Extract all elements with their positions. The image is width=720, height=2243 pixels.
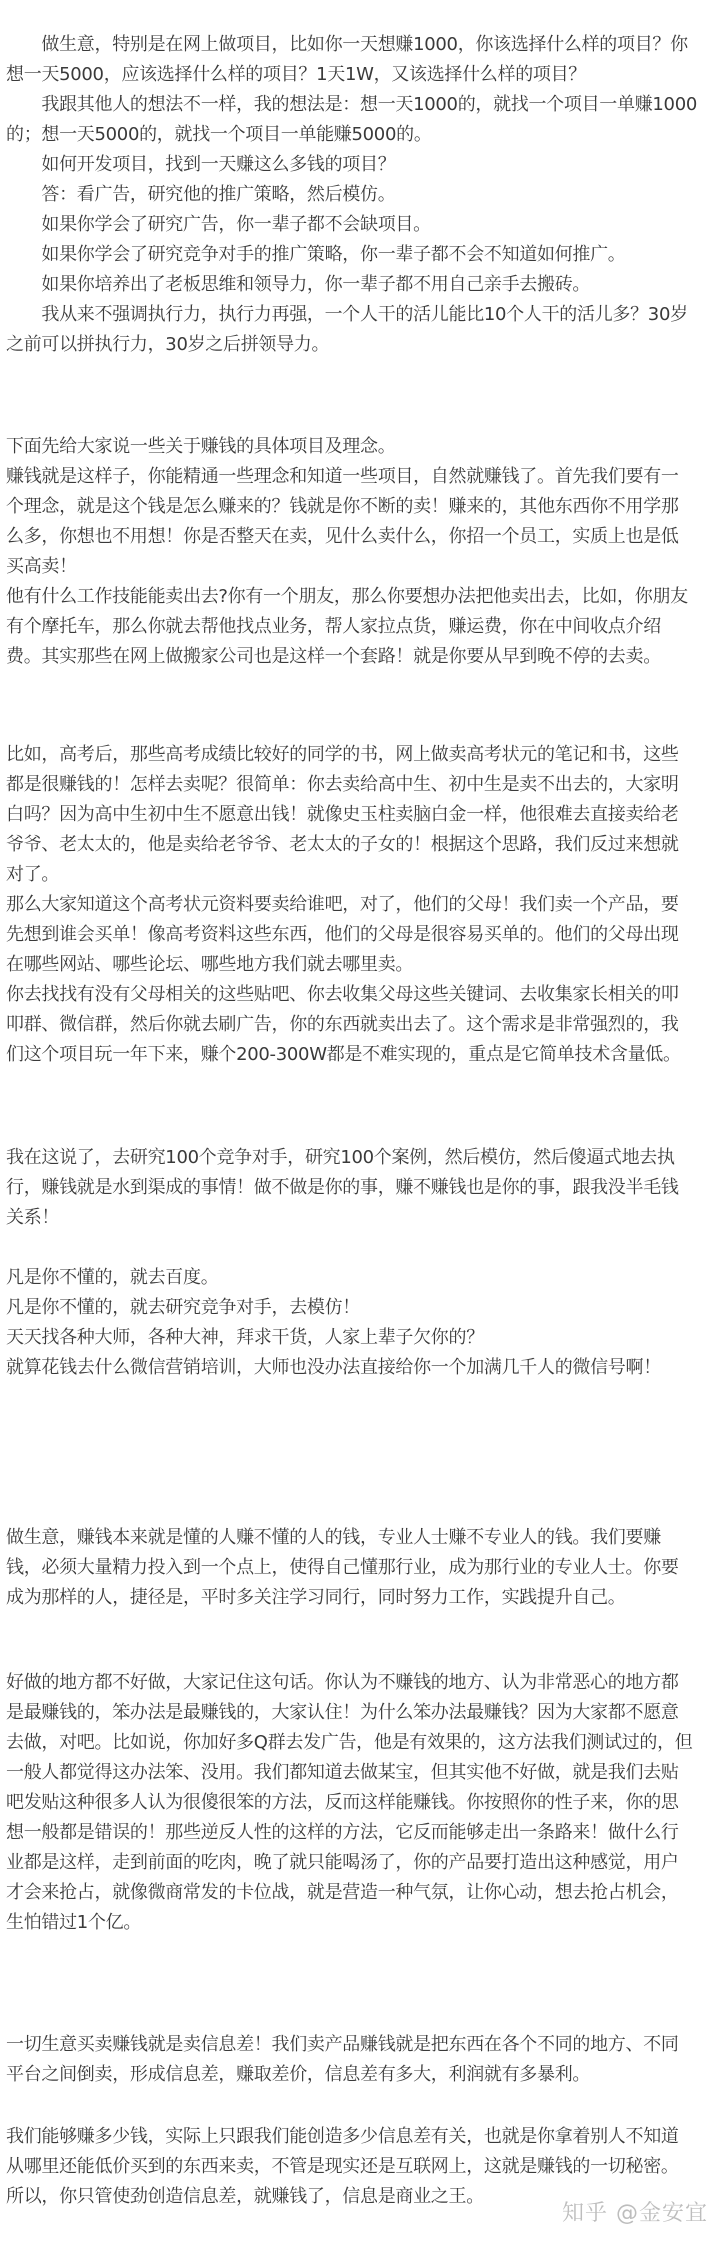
zhihu-watermark: 知乎 @金安宜 <box>562 2201 708 2226</box>
text-line: 做生意，特别是在网上做项目，比如你一天想赚1000，你该选择什么样的项目？你 <box>6 34 688 55</box>
text-line: 对了。 <box>6 864 60 885</box>
text-line: 白吗？因为高中生初中生不愿意出钱！就像史玉柱卖脑白金一样，他很难去直接卖给老 <box>6 804 679 825</box>
text-line: 天天找各种大师，各种大神，拜求干货，人家上辈子欠你的？ <box>6 1327 484 1348</box>
paragraph-block <box>6 1263 712 1383</box>
text-line: 在哪些网站、哪些论坛、哪些地方我们就去哪里卖。 <box>6 954 414 975</box>
text-line: 买高卖！ <box>6 556 77 577</box>
text-line: 我从来不强调执行力，执行力再强，一个人干的活儿能比10个人干的活儿多？30岁 <box>6 304 688 325</box>
text-line: 么多，你想也不用想！你是否整天在卖，见什么卖什么，你招一个员工，实质上也是低 <box>6 526 679 547</box>
text-line: 先想到谁会买单！像高考资料这些东西，他们的父母是很容易买单的。他们的父母出现 <box>6 924 679 945</box>
text-line: 从哪里还能低价买到的东西来卖，不管是现实还是互联网上，这就是赚钱的一切秘密。 <box>6 2156 679 2177</box>
text-line: 费。其实那些在网上做搬家公司也是这样一个套路！就是你要从早到晚不停的去卖。 <box>6 646 661 667</box>
text-line: 是最赚钱的，笨办法是最赚钱的，大家认住！为什么笨办法最赚钱？因为大家都不愿意 <box>6 1702 679 1723</box>
text-line: 我们能够赚多少钱，实际上只跟我们能创造多少信息差有关，也就是你拿着别人不知道 <box>6 2126 679 2147</box>
text-line: 都是很赚钱的！怎样去卖呢？很简单：你去卖给高中生、初中生是卖不出去的，大家明 <box>6 774 679 795</box>
text-line: 吧发贴这种很多人认为很傻很笨的方法，反而这样能赚钱。你按照你的性子来，你的思 <box>6 1792 679 1813</box>
text-line: 想一般都是错误的！那些逆反人性的这样的方法，它反而能够走出一条路来！做什么行 <box>6 1822 679 1843</box>
text-line: 如果你培养出了老板思维和领导力，你一辈子都不用自己亲手去搬砖。 <box>6 274 591 295</box>
text-line: 赚钱就是这样子，你能精通一些理念和知道一些项目，自然就赚钱了。首先我们要有一 <box>6 466 679 487</box>
text-line: 我跟其他人的想法不一样，我的想法是：想一天1000的，就找一个项目一单赚1000 <box>6 94 698 115</box>
text-line: 想一天5000，应该选择什么样的项目？1天1W，又该选择什么样的项目？ <box>6 64 587 85</box>
paragraph-block <box>6 1668 712 1938</box>
text-line: 关系！ <box>6 1207 60 1228</box>
text-line: 成为那样的人，捷径是，平时多关注学习同行，同时努力工作，实践提升自己。 <box>6 1587 626 1608</box>
paragraph-block <box>6 432 712 672</box>
text-line: 做生意，赚钱本来就是懂的人赚不懂的人的钱，专业人士赚不专业人的钱。我们要赚 <box>6 1527 661 1548</box>
text-line: 我在这说了，去研究100个竞争对手，研究100个案例，然后模仿，然后傻逼式地去执 <box>6 1147 675 1168</box>
text-line: 平台之间倒卖，形成信息差，赚取差价，信息差有多大，利润就有多暴利。 <box>6 2064 591 2085</box>
text-line: 一切生意买卖赚钱就是卖信息差！我们卖产品赚钱就是把东西在各个不同的地方、不同 <box>6 2034 679 2055</box>
text-line: 才会来抢占，就像微商常发的卡位战，就是营造一种气氛，让你心动，想去抢占机会， <box>6 1882 679 1903</box>
text-line: 下面先给大家说一些关于赚钱的具体项目及理念。 <box>6 436 396 457</box>
text-line: 所以，你只管使劲创造信息差，就赚钱了，信息是商业之王。 <box>6 2186 484 2207</box>
text-line: 生怕错过1个亿。 <box>6 1912 142 1933</box>
text-line: 凡是你不懂的，就去百度。 <box>6 1267 219 1288</box>
text-line: 凡是你不懂的，就去研究竞争对手，去模仿！ <box>6 1297 360 1318</box>
paragraph-block <box>6 1523 712 1613</box>
text-line: 行，赚钱就是水到渠成的事情！做不做是你的事，赚不赚钱也是你的事，跟我没半毛钱 <box>6 1177 679 1198</box>
text-line: 去做，对吧。比如说，你加好多Q群去发广告，他是有效果的，这方法我们测试过的，但 <box>6 1732 693 1753</box>
text-line: 们这个项目玩一年下来，赚个200-300W都是不难实现的，重点是它简单技术含量低。 <box>6 1044 681 1065</box>
text-line: 有个摩托车，那么你就去帮他找点业务，帮人家拉点货，赚运费，你在中间收点介绍 <box>6 616 661 637</box>
text-line: 就算花钱去什么微信营销培训，大师也没办法直接给你一个加满几千人的微信号啊！ <box>6 1357 661 1378</box>
text-line: 之前可以拼执行力，30岁之后拼领导力。 <box>6 334 330 355</box>
text-line: 如何开发项目，找到一天赚这么多钱的项目？ <box>6 154 396 175</box>
paragraph-block <box>6 2030 712 2090</box>
paragraph-block <box>6 30 712 360</box>
text-line: 他有什么工作技能能卖出去?你有一个朋友，那么你要想办法把他卖出去，比如，你朋友 <box>6 586 688 607</box>
text-line: 业都是这样，走到前面的吃肉，晚了就只能喝汤了，你的产品要打造出这种感觉，用户 <box>6 1852 679 1873</box>
text-line: 的；想一天5000的，就找一个项目一单能赚5000的。 <box>6 124 432 145</box>
text-line: 好做的地方都不好做，大家记住这句话。你认为不赚钱的地方、认为非常恶心的地方都 <box>6 1672 679 1693</box>
text-line: 钱，必须大量精力投入到一个点上，使得自己懂那行业，成为那行业的专业人士。你要 <box>6 1557 679 1578</box>
text-line: 叩群、微信群，然后你就去刷广告，你的东西就卖出去了。这个需求是非常强烈的，我 <box>6 1014 679 1035</box>
text-line: 一般人都觉得这办法笨、没用。我们都知道去做某宝，但其实他不好做，就是我们去贴 <box>6 1762 679 1783</box>
paragraph-block <box>6 740 712 1070</box>
text-line: 爷爷、老太太的，他是卖给老爷爷、老太太的子女的！根据这个思路，我们反过来想就 <box>6 834 679 855</box>
text-line: 如果你学会了研究竞争对手的推广策略，你一辈子都不会不知道如何推广。 <box>6 244 626 265</box>
text-line: 个理念，就是这个钱是怎么赚来的？钱就是你不断的卖！赚来的，其他东西你不用学那 <box>6 496 679 517</box>
text-line: 你去找找有没有父母相关的这些贴吧、你去收集父母这些关键词、去收集家长相关的叩 <box>6 984 679 1005</box>
text-line: 答：看广告，研究他的推广策略，然后模仿。 <box>6 184 396 205</box>
text-line: 那么大家知道这个高考状元资料要卖给谁吧，对了，他们的父母！我们卖一个产品，要 <box>6 894 679 915</box>
text-line: 比如，高考后，那些高考成绩比较好的同学的书，网上做卖高考状元的笔记和书，这些 <box>6 744 679 765</box>
paragraph-block <box>6 1143 712 1233</box>
text-line: 如果你学会了研究广告，你一辈子都不会缺项目。 <box>6 214 431 235</box>
